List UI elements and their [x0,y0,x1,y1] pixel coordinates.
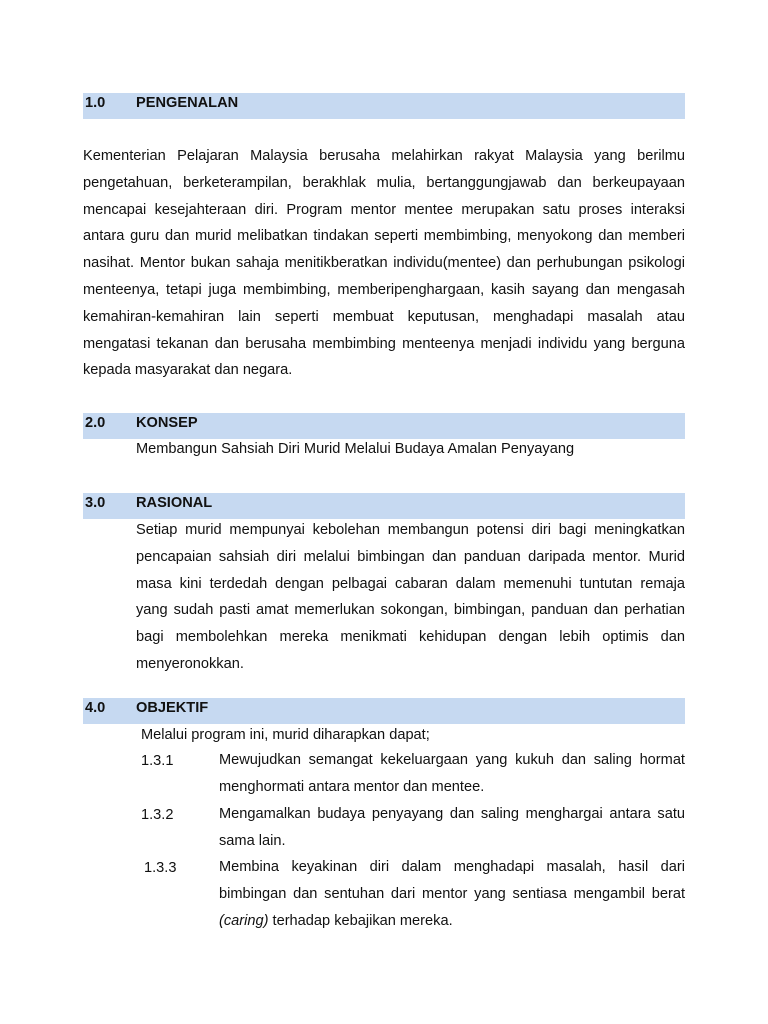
pengenalan-paragraph: Kementerian Pelajaran Malaysia berusaha melahirkan rakyat Malaysia yang berilmu pengetahuan, berketerampilan, berakhlak mulia, bertanggungjawab dan berkeupayaan mencapai kesejahteraan diri. Program mentor mentee merupakan satu proses interaksi antara guru dan murid melibatkan tindakan seperti membimbing, menyokong dan memberi nasihat. Mentor bukan sahaja menitikberatkan individu(mentee) dan perhubungan psikologi menteenya, tetapi juga membimbing, memberipenghargaan, kasih sayang dan mengasah kemahiran-kemahiran lain seperti membuat keputusan, menghadapi masalah atau mengatasi tekanan dan berusaha membimbing menteenya menjadi individu yang berguna kepada masyarakat dan negara. [83,148,685,379]
section-heading-konsep [83,413,685,439]
section-number: 4.0 [85,700,106,716]
objective-number: 1.3.1 [141,753,174,769]
objective-number: 1.3.3 [144,860,177,876]
section-number: 1.0 [85,95,106,111]
objective-text [219,854,685,934]
objektif-intro: Melalui program ini, murid diharapkan dapat; [141,727,430,743]
section-number: 3.0 [85,495,106,511]
section-heading-pengenalan [83,93,685,119]
objective-text: Mengamalkan budaya penyayang dan saling menghargai antara satu sama lain. [219,806,685,849]
section-title: OBJEKTIF [136,700,209,716]
section-title: KONSEP [136,415,198,431]
section-heading-rasional [83,493,685,519]
objective-text: Mewujudkan semangat kekeluargaan yang kukuh dan saling hormat menghormati antara mentor dan mentee. [219,752,685,795]
konsep-text: Membangun Sahsiah Diri Murid Melalui Budaya Amalan Penyayang [136,441,575,457]
objective-text-end: terhadap kebajikan mereka. [268,912,453,929]
objective-text-start: Membina keyakinan diri dalam menghadapi masalah, hasil dari bimbingan dan sentuhan dari mentor yang sentiasa mengambil berat [219,859,685,902]
objective-text-italic: (caring) [219,912,269,929]
section-title: RASIONAL [136,495,213,511]
section-heading-objektif [83,698,685,724]
section-number: 2.0 [85,415,106,431]
rasional-paragraph: Setiap murid mempunyai kebolehan membangun potensi diri bagi meningkatkan pencapaian sahsiah diri melalui bimbingan dan panduan daripada mentor. Murid masa kini terdedah dengan pelbagai cabaran dalam memenuhi tuntutan remaja yang sudah pasti amat memerlukan sokongan, bimbingan, panduan dan perhatian bagi membolehkan mereka menikmati kehidupan dengan lebih optimis dan menyeronokkan. [136,522,685,672]
section-title: PENGENALAN [136,95,239,111]
objective-number: 1.3.2 [141,807,174,823]
